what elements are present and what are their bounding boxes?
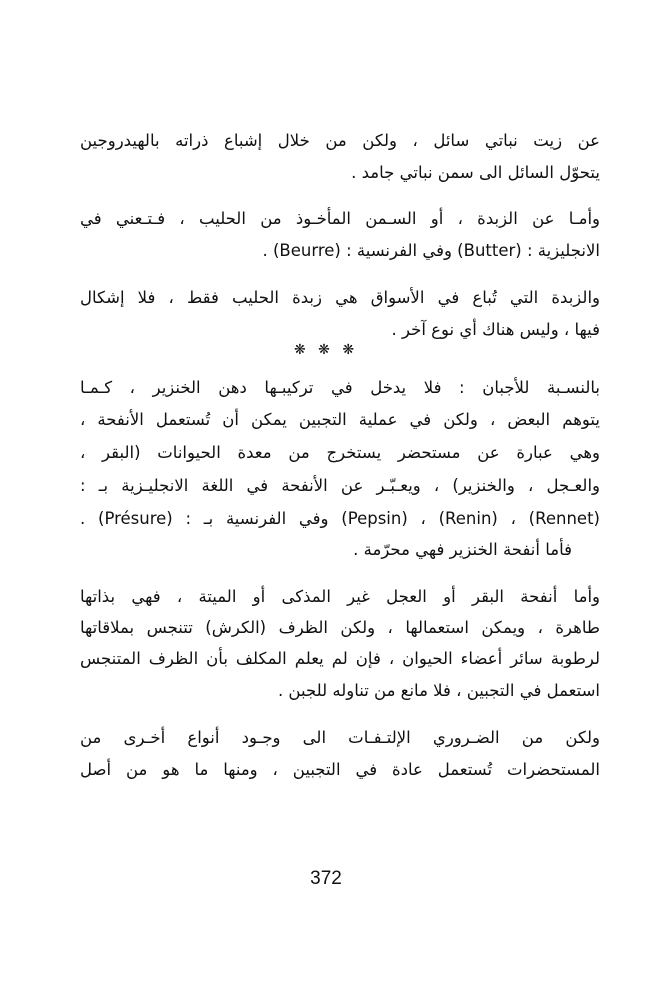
text-line: ولكن من الضـروري الإلتـفـات الى وجـود أنواع أخـرى من [80,728,600,747]
text-line: وهي عبارة عن مستحضر يستخرج من معدة الحيوانات (البقر ، [80,443,600,462]
page-number: 372 [310,868,342,889]
text-line: والزبدة التي تُباع في الأسواق هي زبدة الحليب فقط ، فلا إشكال [80,288,600,307]
text-line: المستحضرات تُستعمل عادة في التجبين ، ومنها ما هو من أصل [80,760,600,779]
text-line: لرطوبة سائر أعضاء الحيوان ، فإن لم يعلم المكلف بأن الظرف المتنجس [80,649,600,668]
text-line: (Rennet) ، (Renin) ، (Pepsin) وفي الفرنسية بـ : (Présure) . [80,509,600,528]
text-line: فيها ، وليس هناك أي نوع آخر . [391,320,600,339]
section-separator: ❋ ❋ ❋ [293,342,359,358]
text-line: وأما أنفحة البقر أو العجل غير المذكى أو الميتة ، فهي بذاتها [80,587,600,606]
text-line: عن زيت نباتي سائل ، ولكن من خلال إشباع ذراته بالهيدروجين [80,131,600,150]
text-line: والعـجل ، والخنزير) ، ويعـبّـر عن الأنفحة في اللغة الانجليـزية بـ : [80,476,600,495]
text-line: وأمـا عن الزبدة ، أو السـمن المأخـوذ من الحليب ، فـتـعني في [80,209,600,228]
text-line: استعمل في التجبين ، فلا مانع من تناوله للجبن . [277,681,600,700]
text-line [80,537,600,563]
text-span: فأما أنفحة الخنزير فهي محرّمة . [353,540,572,559]
text-line: يتحوّل السائل الى سمن نباتي جامد . [351,163,600,182]
text-line: بالنسـبة للأجبان : فلا يدخل في تركيبـها دهن الخنزير ، كـمـا [80,378,600,397]
text-line: طاهرة ، ويمكن استعمالها ، ولكن الظرف (الكرش) تتنجس بملاقاتها [80,618,600,637]
text-line: الانجليزية : (Butter) وفي الفرنسية : (Beurre) . [262,241,600,260]
text-line: يتوهم البعض ، ولكن في عملية التجبين يمكن أن تُستعمل الأنفحة ، [80,410,600,429]
